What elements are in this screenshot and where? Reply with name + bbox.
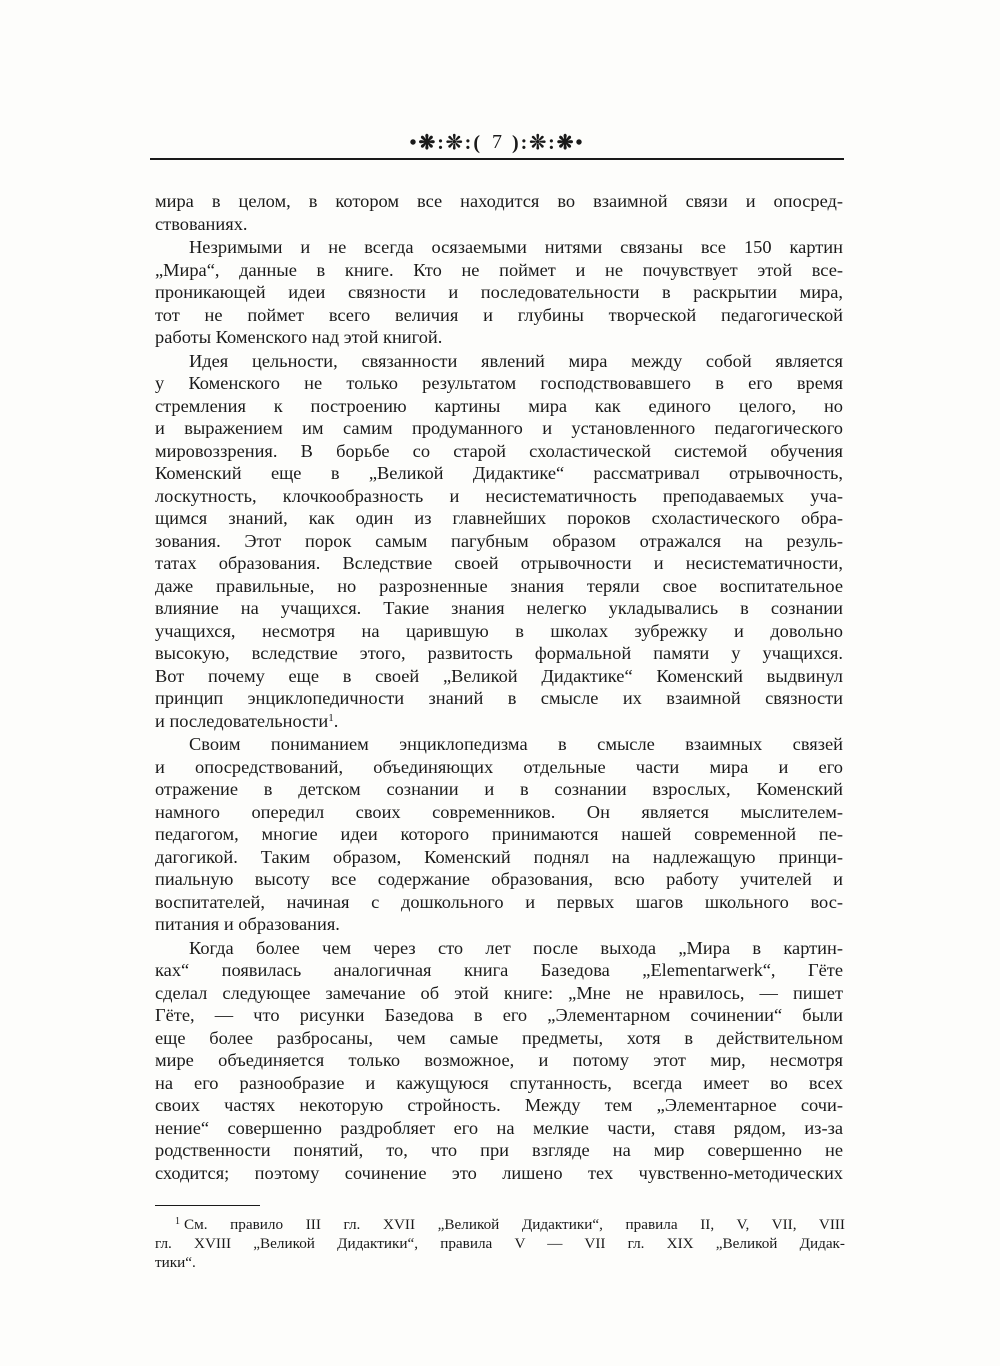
ornament-left: •❋:❊:(: [409, 132, 482, 154]
text-line: щимся знаний, как один из главнейших пороков схоластического обра-: [155, 508, 843, 528]
text-line: отражение в детском сознании и в сознании взрослых, Коменский: [155, 779, 843, 799]
text-line-content: и последовательности: [155, 710, 329, 731]
text-line: Незримыми и не всегда осязаемыми нитями связаны все 150 картин: [189, 237, 843, 257]
text-line: родственности понятий, то, что при взгляде на мир совершенно не: [155, 1140, 843, 1160]
text-line: намного опередил своих современников. Он является мыслителем-: [155, 801, 843, 822]
footnote-line: тики“.: [155, 1254, 196, 1271]
text-line: и опосредствований, объединяющих отдельные части мира и его: [155, 756, 843, 777]
text-line: у Коменского не только результатом господствовавшего в его время: [155, 373, 843, 393]
text-line: своих частях некоторую стройность. Между тем „Элементарное сочи-: [155, 1095, 843, 1115]
footnote-text: См. правило III гл. XVII „Великой Дидактики“, правила II, V, VII, VIII: [184, 1216, 845, 1233]
header-rule: [150, 158, 844, 160]
text-line: мире объединяется только возможное, и потому этот мир, несмотря: [155, 1050, 843, 1070]
text-line: влияние на учащихся. Такие знания нелегко укладывались в сознании: [155, 598, 843, 618]
footnote: [155, 1215, 845, 1272]
text-line: еще более разбросаны, чем самые предметы, хотя в действительном: [155, 1027, 843, 1048]
text-line: питания и образования.: [155, 914, 340, 934]
text-line: Своим пониманием энциклопедизма в смысле взаимных связей: [189, 734, 843, 754]
footnote-line: [155, 1215, 845, 1234]
footnote-rule: [155, 1205, 260, 1206]
text-line: лоскутность, клочкообразность и несистематичность преподаваемых уча-: [155, 485, 843, 506]
running-header: [150, 130, 844, 160]
text-line: на его разнообразие и кажущуюся спутанность, всегда имеет во всех: [155, 1072, 843, 1093]
text-line: воспитателей, начиная с дошкольного и первых шагов школьного вос-: [155, 891, 843, 912]
text-line: работы Коменского над этой книгой.: [155, 327, 443, 347]
text-line: сходится; поэтому сочинение это лишено тех чувственно-методических: [155, 1162, 843, 1183]
footnote-reference: 1: [328, 711, 334, 724]
text-line: высокую, вследствие этого, развитость формальной памяти у учащихся.: [155, 643, 843, 663]
text-line: „Мира“, данные в книге. Кто не поймет и не почувствует этой все-: [155, 259, 843, 280]
text-line: стремления к построению картины мира как единого целого, но: [155, 395, 843, 416]
text-line: принцип энциклопедичности знаний в смысле их взаимной связности: [155, 688, 843, 708]
text-line: даже правильные, но разрозненные знания теряли свое воспитательное: [155, 575, 843, 596]
text-line: педагогом, многие идеи которого принимаются нашей современной пе-: [155, 824, 843, 844]
text-line: Когда более чем через сто лет после выхода „Мира в картин-: [189, 937, 843, 958]
text-line: тот не поймет всего величия и глубины творческой педагогической: [155, 304, 843, 325]
text-line: Идея цельности, связанности явлений мира между собой является: [189, 350, 843, 371]
main-text: [155, 190, 843, 1184]
text-line: учащихся, несмотря на царившую в школах зубрежку и довольно: [155, 620, 843, 641]
text-line: ках“ появилась аналогичная книга Базедова „Elementarwerk“, Гёте: [155, 960, 843, 980]
ornament-right: ):❊:❋•: [512, 132, 585, 154]
text-line: нение“ совершенно раздробляет его на мелкие части, ставя рядом, из-за: [155, 1117, 843, 1138]
text-line: ствованиях.: [155, 213, 248, 234]
text-line: и выражением им самим продуманного и установленного педагогического: [155, 418, 843, 438]
text-line: Коменский еще в „Великой Дидактике“ рассматривал отрывочность,: [155, 463, 843, 483]
text-line: мировоззрения. В борьбе со старой схоластической системой обучения: [155, 440, 843, 461]
text-line: проникающей идеи связности и последовательности в раскрытии мира,: [155, 282, 843, 302]
text-line: пиальную высоту все содержание образования, всю работу учителей и: [155, 869, 843, 889]
page-number: 7: [492, 131, 502, 153]
text-line: татах образования. Вследствие своей отрывочности и несистематичности,: [155, 553, 843, 573]
text-line: зования. Этот порок самым пагубным образом отражался на резуль-: [155, 530, 843, 551]
footnote-line: гл. XVIII „Великой Дидактики“, правила V — VII гл. XIX „Великой Дидак-: [155, 1235, 845, 1252]
text-line: мира в целом, в котором все находится во взаимной связи и опосред-: [155, 191, 843, 211]
text-line: сделал следующее замечание об этой книге: „Мне не нравилось, — пишет: [155, 982, 843, 1003]
footnote-mark: 1: [175, 1216, 180, 1227]
text-line: Вот почему еще в своей „Великой Дидактике“ Коменский выдвинул: [155, 665, 843, 686]
text-line-with-footnote: и последовательности$^1$.: [155, 710, 339, 731]
text-line: дагогикой. Таким образом, Коменский поднял на надлежащую принци-: [155, 846, 843, 867]
text-line: Гёте, — что рисунки Базедова в его „Элементарном сочинении“ были: [155, 1005, 843, 1025]
